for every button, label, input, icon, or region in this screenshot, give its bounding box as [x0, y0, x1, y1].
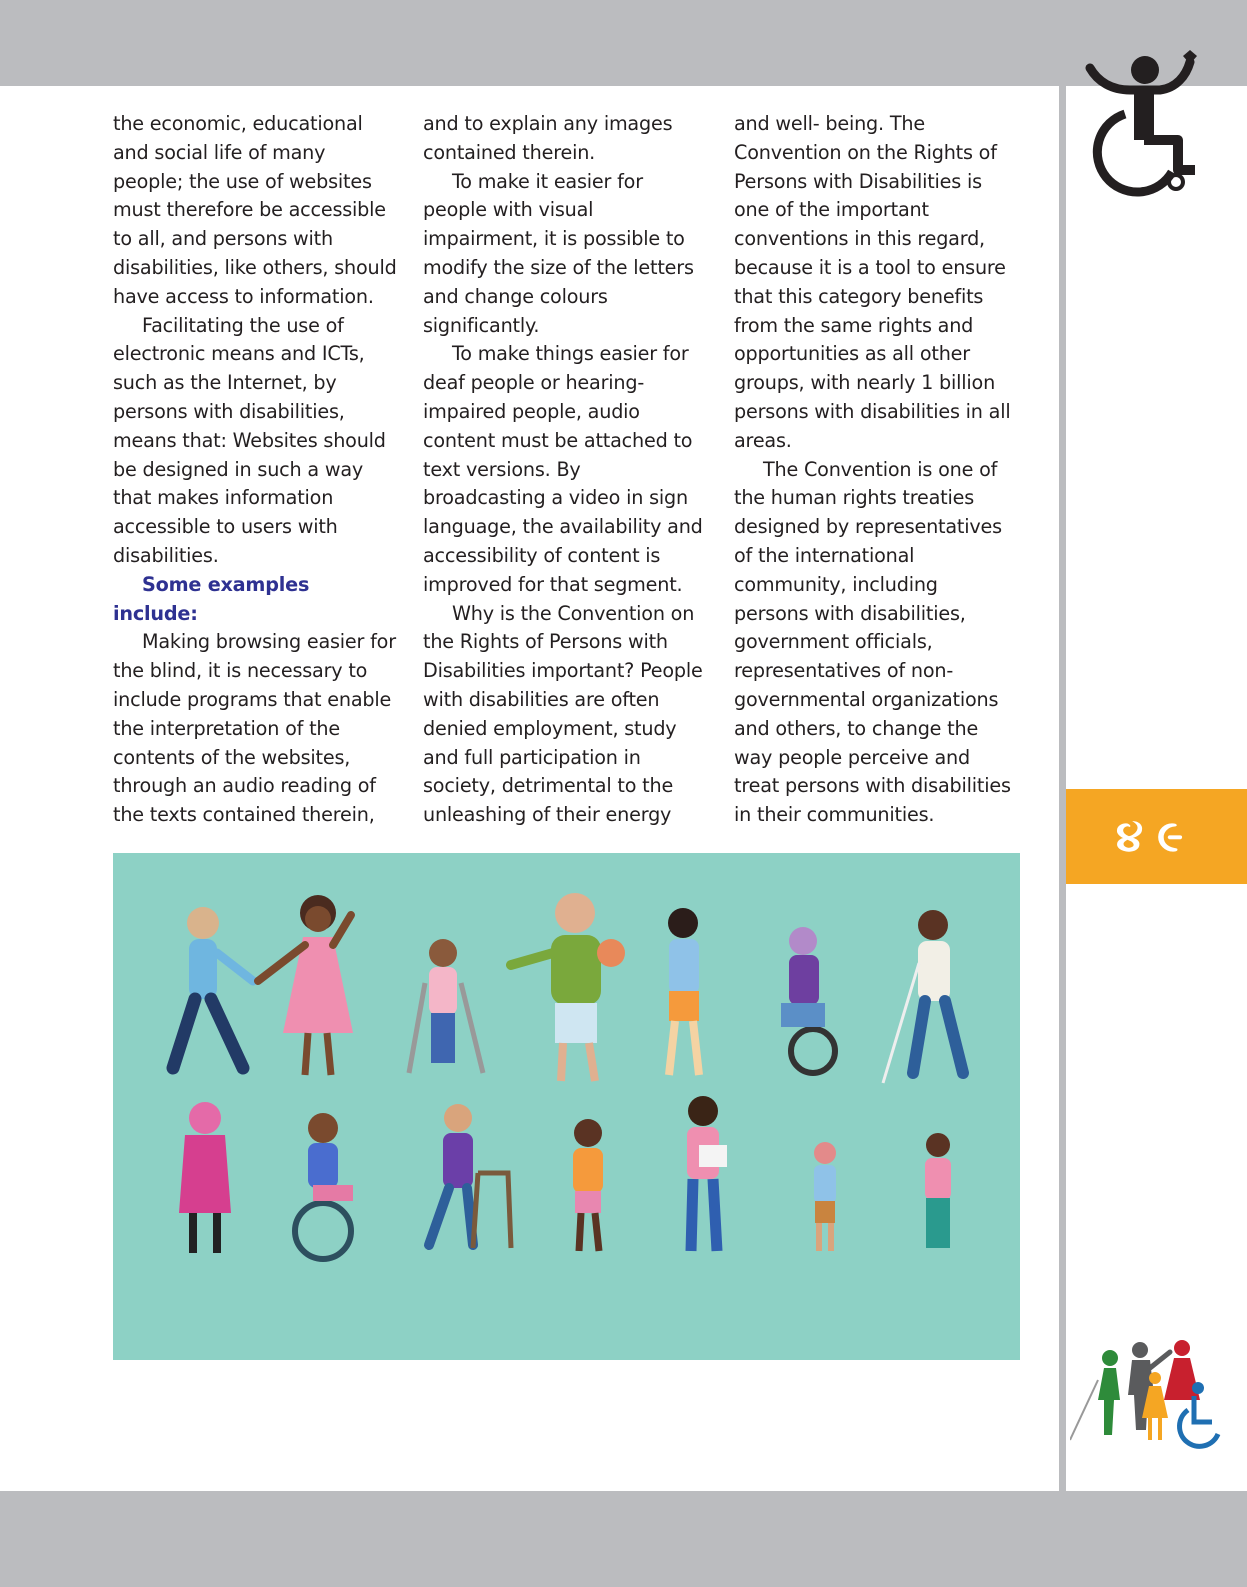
top-band [0, 0, 1247, 86]
subheading: Some examples include: [113, 572, 310, 625]
paragraph: and well- being. The Convention on the Rights of Persons with Disabilities is one of the important conventions in this regard, because it is a tool to ensure that this category benefits from the same rights and opportunities as all other groups, with nearly 1 billion persons with disabilities in all areas. [734, 112, 1011, 452]
wheelchair-user-icon [1080, 48, 1205, 198]
paragraph: To make it easier for people with visual impairment, it is possible to modify the size of the letters and change colours significantly. [423, 169, 694, 337]
paragraph: and to explain any images contained therein. [423, 112, 673, 164]
bottom-band [0, 1491, 1247, 1587]
text-column-1 [113, 110, 397, 830]
person-figure [668, 908, 699, 1075]
paragraph: The Convention is one of the human rights treaties designed by representatives of the international community, including persons with disabilities, government officials, representatives of non-governmental organizations and others, to change the way people perceive and treat persons with disabilities in their communities. [734, 457, 1011, 827]
person-figure [573, 1119, 603, 1251]
side-rule [1059, 86, 1066, 1491]
paragraph: the economic, educational and social life of many people; the use of websites must therefore be accessible to all, and persons with disabilities, like others, should have access to information. [113, 112, 397, 308]
person-figure [173, 907, 253, 1068]
person-figure [883, 910, 963, 1083]
inclusive-group-icon [1070, 1340, 1225, 1455]
text-column-2 [423, 110, 707, 830]
person-figure [687, 1096, 727, 1251]
person-figure [511, 893, 625, 1081]
text-column-3 [734, 110, 1018, 830]
person-figure [429, 1104, 511, 1248]
paragraph: Facilitating the use of electronic means and ICTs, such as the Internet, by persons with disabilities, means that: Websites should be designed in such a way that makes information accessible to users with disabilities. [113, 313, 386, 567]
person-figure [814, 1142, 836, 1251]
paragraph: Making browsing easier for the blind, it is necessary to include programs that enable the interpretation of the contents of the websites, through an audio reading of the texts contained therein, [113, 630, 396, 827]
person-figure [295, 1113, 353, 1259]
person-figure [179, 1102, 231, 1253]
person-figure [409, 939, 483, 1073]
paragraph: Why is the Convention on the Rights of Persons with Disabilities important? People with disabilities are often denied employment, study and full participation in society, detrimental to the unleashing of their energy [423, 601, 703, 827]
page-number-badge: ૪૯ [1066, 789, 1247, 884]
person-figure [258, 895, 353, 1075]
person-figure [925, 1133, 951, 1248]
paragraph: To make things easier for deaf people or hearing-impaired people, audio content must be attached to text versions. By broadcasting a video in sign language, the availability and accessibility of content is improved for that segment. [423, 342, 703, 596]
person-figure [781, 927, 835, 1073]
diverse-people-illustration [113, 853, 1020, 1360]
